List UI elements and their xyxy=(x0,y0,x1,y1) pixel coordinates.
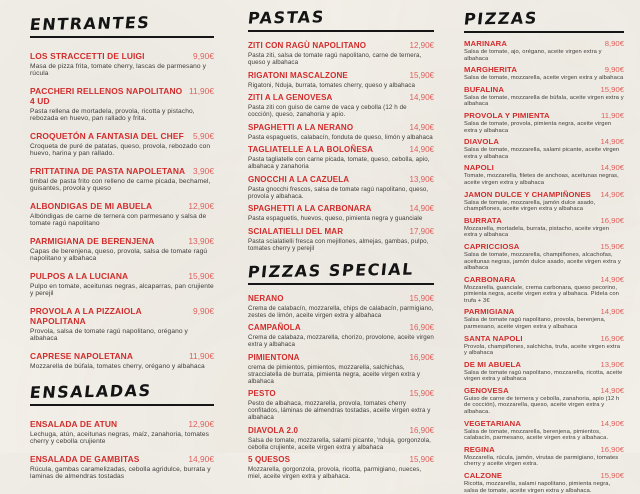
item-description: Pasta ziti, salsa de tomate ragú napolitano, carne de ternera, queso y albahaca xyxy=(248,52,422,66)
item-header-row xyxy=(464,275,624,284)
item-name: SPAGHETTI A LA NERANO xyxy=(248,122,354,132)
item-price: 3,90€ xyxy=(193,166,214,176)
item-description: Lechuga, atún, aceitunas negras, maíz, zanahoria, tomates cherry y cebolla crujiente xyxy=(30,430,210,445)
item-description: Pesto de albahaca, mozzarella, provola, tomates cherry confitados, láminas de almendras tostadas, aceite virgen extra y albahaca xyxy=(248,400,431,421)
item-description: Crema de calabaza, mozzarella, chorizo, provolone, aceite virgen extra y albahaca xyxy=(248,334,434,348)
item-price: 15,90€ xyxy=(600,242,624,251)
item-header-row xyxy=(30,201,214,211)
item-name: PACCHERI RELLENOS NAPOLITANO 4 UD xyxy=(30,86,183,106)
item-header-row xyxy=(248,426,434,436)
item-description: Mozzarella de búfala, tomates cherry, orégano y albahaca xyxy=(30,362,205,370)
menu-item-ziti-a-la-genovesa xyxy=(248,93,434,118)
item-header-row xyxy=(464,307,624,316)
item-description: timbal de pasta frito con relleno de carne picada, bechamel, guisantes, provola y queso xyxy=(30,177,211,192)
item-header-row xyxy=(30,454,214,464)
item-name: CARBONARA xyxy=(464,274,516,284)
item-header-row xyxy=(30,236,214,246)
item-price: 16,90€ xyxy=(409,425,434,435)
menu-item-margherita xyxy=(464,65,624,82)
item-price: 14,90€ xyxy=(188,454,214,464)
item-header-row xyxy=(248,204,434,214)
menu-item-ensalada-de-gambitas xyxy=(30,454,214,481)
item-name: PROVOLA Y PIMIENTA xyxy=(464,111,550,121)
item-description: Salsa de tomate, mozzarella, aceite virgen extra y albahaca xyxy=(464,75,624,82)
menu-item-diavola-2-0 xyxy=(248,426,434,451)
item-header-row xyxy=(464,39,624,48)
item-price: 14,90€ xyxy=(600,385,624,395)
item-header-row xyxy=(464,419,624,428)
item-price: 14,90€ xyxy=(600,163,624,173)
item-description: Pasta rellena de mortadela, provola, ricotta y pistacho, rebozada en huevo, pan rallado y frita. xyxy=(30,107,195,122)
item-header-row xyxy=(248,41,434,51)
item-description: Pasta gnocchi frescos, salsa de tomate ragú napolitano, queso, provola y albahaca. xyxy=(248,185,429,200)
menu-column-left xyxy=(0,0,228,480)
item-name: GNOCCHI A LA CAZUELA xyxy=(248,174,350,184)
section-title xyxy=(248,8,434,32)
item-price: 5,90€ xyxy=(193,131,214,141)
item-name: CALZONE xyxy=(464,471,503,480)
item-description: Guiso de carne de ternera y cebolla, zanahoria, apio (12 h de cocción), mozzarella, queso, aceite virgen extra y albahaca. xyxy=(464,395,620,415)
menu-item-paccheri-rellenos-napolitano-4-ud xyxy=(30,86,214,123)
item-name: SCIALATIELLI DEL MAR xyxy=(248,226,344,236)
item-header-row xyxy=(30,271,214,281)
item-name: VEGETARIANA xyxy=(464,418,522,428)
item-header-row xyxy=(464,334,624,343)
item-header-row xyxy=(464,360,624,369)
item-price: 14,90€ xyxy=(409,122,434,132)
item-name: SPAGHETTI A LA CARBONARA xyxy=(248,204,372,213)
item-header-row xyxy=(30,419,214,429)
menu-item-albondigas-de-mi-abuela xyxy=(30,201,214,228)
item-description: Pasta espaguetis, huevos, queso, pimienta negra y guanciale xyxy=(248,215,423,222)
item-name: PIMIENTONA xyxy=(248,352,300,362)
menu-item-parmigiana xyxy=(464,307,624,330)
menu-item-pulpos-a-la-luciana xyxy=(30,271,214,298)
item-header-row xyxy=(248,145,434,155)
menu-item-nerano xyxy=(248,294,434,319)
item-description: Pulpo en tomate, aceitunas negras, alcaparras, pan crujiente y perejil xyxy=(30,282,214,297)
item-name: ENSALADA DE ATUN xyxy=(30,419,118,429)
item-name: PROVOLA A LA PIZZAIOLA NAPOLITANA xyxy=(30,306,142,326)
item-header-row xyxy=(30,86,214,106)
item-description: Crema de calabacín, mozzarella, chips de calabacín, parmigiano, zestes de limón, aceite virgen extra y albahaca xyxy=(248,304,434,319)
menu-item-los-straccetti-de-luigi xyxy=(30,51,214,78)
item-name: DIAVOLA 2.0 xyxy=(248,425,299,435)
menu-item-vegetariana xyxy=(464,419,624,442)
item-description: Pasta ziti con guiso de carne de vaca y cebolla (12 h de cocción), queso, zanahoria y apio. xyxy=(248,104,407,118)
item-price: 13,90€ xyxy=(409,174,434,184)
item-header-row xyxy=(464,216,624,225)
menu-item-diavola xyxy=(464,137,624,160)
item-name: CROQUETÓN A FANTASIA DEL CHEF xyxy=(30,131,184,141)
item-price: 14,90€ xyxy=(409,145,434,154)
item-price: 14,90€ xyxy=(409,93,434,102)
item-description: Salsa de tomate, mozzarella, salami picante, aceite virgen extra y albahaca xyxy=(464,147,620,160)
item-header-row xyxy=(464,137,624,146)
item-name: PESTO xyxy=(248,389,276,398)
item-description: Salsa de tomate, mozzarella, jamón dulce asado, champiñones, aceite virgen extra y albahaca xyxy=(464,199,596,213)
item-price: 17,90€ xyxy=(409,226,434,236)
menu-item-frittatina-de-pasta-napoletana xyxy=(30,166,214,193)
item-price: 16,90€ xyxy=(600,333,624,343)
item-name: ENSALADA DE GAMBITAS xyxy=(30,454,140,464)
item-description: Salsa de tomate, mozzarella, berenjena, pimientos, calabacín, parmesano, aceite virgen extra y albahaca. xyxy=(464,428,609,442)
item-price: 14,90€ xyxy=(600,189,624,199)
menu-item-santa-napoli xyxy=(464,334,624,357)
item-description: Tomate, mozzarella, filetes de anchoas, aceitunas negras, aceite virgen extra y albahaca xyxy=(464,173,619,186)
menu-item-regina xyxy=(464,445,624,468)
item-header-row xyxy=(248,455,434,465)
item-header-row xyxy=(464,65,624,74)
item-header-row xyxy=(30,351,214,361)
item-description: crema de pimientos, pimientos, mozzarella, salchichas, stracciatella de burrata, pimienta negra, aceite virgen extra y albahaca xyxy=(248,363,421,385)
item-price: 15,90€ xyxy=(409,455,434,464)
item-description: Pasta tagliatelle con carne picada, tomate, queso, cebolla, apio, albahaca y zanahoria xyxy=(248,156,430,170)
item-name: REGINA xyxy=(464,444,495,454)
menu-column-middle xyxy=(228,0,446,480)
item-header-row xyxy=(464,190,624,199)
item-price: 9,90€ xyxy=(193,51,214,61)
item-description: Salsa de tomate, ajo, orégano, aceite virgen extra y albahaca xyxy=(464,49,602,62)
menu-item-napoli xyxy=(464,163,624,186)
item-description: Rúcula, gambas caramelizadas, cebolla agridulce, burrata y laminas de almendras tostadas xyxy=(30,465,211,480)
menu-item-de-mi-abuela xyxy=(464,360,624,383)
menu-item-campa-ola xyxy=(248,323,434,348)
item-header-row xyxy=(30,306,214,326)
menu-item-bufalina xyxy=(464,85,624,108)
item-price: 16,90€ xyxy=(409,323,434,332)
item-price: 15,90€ xyxy=(600,84,624,94)
item-price: 15,90€ xyxy=(409,293,434,303)
item-price: 11,90€ xyxy=(189,351,214,361)
item-price: 11,90€ xyxy=(601,111,624,121)
item-price: 14,90€ xyxy=(600,418,624,428)
section-pastas xyxy=(248,8,434,252)
item-header-row xyxy=(248,323,434,333)
item-name: MARGHERITA xyxy=(464,65,518,75)
menu-item-parmigiana-de-berenjena xyxy=(30,236,214,263)
item-price: 11,90€ xyxy=(189,86,214,96)
item-price: 16,90€ xyxy=(600,444,624,454)
item-name: TAGLIATELLE A LA BOLOÑESA xyxy=(248,145,374,154)
item-name: CAPRESE NAPOLETANA xyxy=(30,351,134,361)
item-header-row xyxy=(464,111,624,120)
item-name: NERANO xyxy=(248,293,284,303)
item-name: DIAVOLA xyxy=(464,137,500,147)
item-header-row xyxy=(464,471,624,480)
item-price: 15,90€ xyxy=(188,271,214,281)
item-price: 14,90€ xyxy=(409,204,434,213)
item-description: Salsa de tomate, mozzarella de búfala, aceite virgen extra y albahaca xyxy=(464,94,624,108)
menu-item-pesto xyxy=(248,389,434,421)
item-price: 14,90€ xyxy=(600,137,624,147)
menu-item-ensalada-de-atun xyxy=(30,419,214,446)
item-price: 15,90€ xyxy=(600,471,624,480)
item-header-row xyxy=(464,386,624,395)
menu-item-calzone xyxy=(464,471,624,494)
menu-item-rigatoni-mascalzone xyxy=(248,71,434,89)
item-header-row xyxy=(248,71,434,81)
item-price: 12,90€ xyxy=(409,41,434,50)
item-header-row xyxy=(248,353,434,363)
item-description: Pasta scialatielli fresca con mejillones, almejas, gambas, pulpo, tomates cherry y perejil xyxy=(248,237,429,252)
item-header-row xyxy=(248,123,434,133)
item-name: PULPOS A LA LUCIANA xyxy=(30,271,129,281)
item-description: Provola, salsa de tomate ragú napolitano, orégano y albahaca xyxy=(30,327,188,342)
item-name: SANTA NAPOLI xyxy=(464,333,523,343)
item-name: JAMON DULCE Y CHAMPIÑONES xyxy=(464,189,591,199)
item-header-row xyxy=(464,85,624,94)
menu-item-spaghetti-a-la-carbonara xyxy=(248,204,434,222)
item-name: GENOVESA xyxy=(464,385,509,395)
item-description: Salsa de tomate, provola, pimienta negra, aceite virgen extra y albahaca xyxy=(464,121,612,134)
item-description: Albóndigas de carne de ternera con parmesano y salsa de tomate ragú napolitano xyxy=(30,212,207,227)
item-price: 14,90€ xyxy=(600,274,624,284)
item-header-row xyxy=(248,294,434,304)
item-description: Salsa de tomate ragú napolitano, mozzarella, ricotta, aceite virgen extra y albahaca xyxy=(464,369,623,383)
item-description: Mozzarella, mortadela, burrata, pistacho, aceite virgen extra y albahaca xyxy=(464,225,610,239)
menu-item-provola-y-pimienta xyxy=(464,111,624,134)
item-name: DE MI ABUELA xyxy=(464,359,522,369)
item-description: Rigatoni, Nduja, burrata, tomates cherry, queso y albahaca xyxy=(248,81,415,89)
item-description: Pasta espaguetis, calabacín, fonduta de queso, limón y albahaca xyxy=(248,133,433,141)
item-name: MARINARA xyxy=(464,39,508,48)
section-title xyxy=(30,382,214,406)
section-title-text: PASTAS xyxy=(246,7,326,28)
menu-item-croquet-n-a-fantasia-del-chef xyxy=(30,131,214,158)
item-price: 9,90€ xyxy=(604,65,624,75)
item-name: CAMPAÑOLA xyxy=(248,323,301,332)
item-price: 12,90€ xyxy=(188,419,214,429)
menu-column-right xyxy=(446,0,640,494)
menu-item-provola-a-la-pizzaiola-napolitana xyxy=(30,306,214,343)
item-name: 5 QUESOS xyxy=(248,455,291,464)
item-name: PARMIGIANA xyxy=(464,307,515,317)
item-price: 13,90€ xyxy=(188,236,214,246)
item-description: Salsa de tomate ragú napolitano, provola, berenjena, parmesano, aceite virgen extra y albahaca xyxy=(464,317,606,330)
menu-item-capricciosa xyxy=(464,242,624,272)
menu-item-caprese-napoletana xyxy=(30,351,214,370)
section-title-text: ENSALADAS xyxy=(28,380,153,403)
item-name: CAPRICCIOSA xyxy=(464,242,520,251)
section-pizzas xyxy=(464,9,624,494)
section-title-text: ENTRANTES xyxy=(28,12,152,35)
section-pizzas-special xyxy=(248,261,434,481)
section-entrantes xyxy=(30,14,214,370)
item-header-row xyxy=(30,131,214,141)
section-title-text: PIZZAS xyxy=(462,8,539,29)
menu-item-scialatielli-del-mar xyxy=(248,227,434,252)
item-description: Ricotta, mozzarella, salami napolitano, pimienta negra, salsa de tomate, aceite virgen extra y albahaca. xyxy=(464,481,611,494)
item-name: RIGATONI MASCALZONE xyxy=(248,70,348,80)
section-title xyxy=(464,9,624,33)
item-header-row xyxy=(248,175,434,185)
item-description: Capas de berenjena, queso, provola, salsa de tomate ragú napolitano y albahaca xyxy=(30,247,208,262)
section-title xyxy=(30,14,214,38)
item-header-row xyxy=(464,242,624,251)
item-header-row xyxy=(464,445,624,454)
item-description: Mozzarella, gorgonzola, provola, ricotta, parmigiano, nueces, miel, aceite virgen extra y albahaca. xyxy=(248,466,422,480)
item-header-row xyxy=(248,93,434,103)
item-price: 15,90€ xyxy=(409,70,434,80)
item-name: PARMIGIANA DE BERENJENA xyxy=(30,236,155,246)
item-name: ZITI A LA GENOVESA xyxy=(248,93,333,102)
menu-item-marinara xyxy=(464,39,624,62)
item-price: 12,90€ xyxy=(188,201,214,211)
menu-item-carbonara xyxy=(464,275,624,305)
item-header-row xyxy=(464,163,624,172)
item-description: Mozzarella, guanciale, crema carbonara, queso pecorino, pimienta negra, aceite virgen extra y albahaca. Pídela con trufa + 3€ xyxy=(464,284,619,304)
section-ensaladas xyxy=(30,382,214,481)
item-header-row xyxy=(30,51,214,61)
menu-item-ziti-con-rag-napolitano xyxy=(248,41,434,66)
menu-item-jamon-dulce-y-champi-ones xyxy=(464,190,624,213)
item-name: FRITTATINA DE PASTA NAPOLETANA xyxy=(30,166,186,176)
menu-item-5-quesos xyxy=(248,455,434,480)
menu-item-pimientona xyxy=(248,353,434,385)
item-header-row xyxy=(30,166,214,176)
item-name: LOS STRACCETTI DE LUIGI xyxy=(30,51,145,61)
menu-item-burrata xyxy=(464,216,624,239)
item-price: 8,90€ xyxy=(604,39,624,48)
item-description: Masa de pizza frita, tomate cherry, lascas de parmesano y rúcula xyxy=(30,62,206,77)
item-name: ZITI CON RAGÙ NAPOLITANO xyxy=(248,41,367,50)
item-name: ALBONDIGAS DE MI ABUELA xyxy=(30,201,153,211)
item-price: 16,90€ xyxy=(409,352,434,362)
item-name: BUFALINA xyxy=(464,84,505,94)
menu-item-gnocchi-a-la-cazuela xyxy=(248,175,434,200)
item-name: NAPOLI xyxy=(464,163,494,173)
item-price: 13,90€ xyxy=(600,359,624,369)
section-title xyxy=(248,261,434,285)
item-header-row xyxy=(248,389,434,399)
item-price: 15,90€ xyxy=(409,389,434,398)
menu-item-tagliatelle-a-la-bolo-esa xyxy=(248,145,434,170)
item-description: Salsa de tomate, mozzarella, champiñones, alcachofas, aceitunas negras, jamón dulce asado, aceite virgen extra y albahaca xyxy=(464,252,621,271)
item-description: Provola, champiñones, salchicha, trufa, aceite virgen extra y albahaca xyxy=(464,343,621,357)
item-name: BURRATA xyxy=(464,215,502,225)
item-header-row xyxy=(248,227,434,237)
section-title-text: PIZZAS SPECIAL xyxy=(246,259,415,281)
item-price: 16,90€ xyxy=(600,215,624,225)
item-price: 9,90€ xyxy=(193,306,214,316)
menu-item-spaghetti-a-la-nerano xyxy=(248,123,434,141)
item-description: Salsa de tomate, mozzarella, salami picante, 'nduja, gorgonzola, cebolla crujiente, aceite virgen extra y albahaca xyxy=(248,436,431,451)
item-description: Croqueta de puré de patatas, queso, provola, rebozado con huevo, harina y pan rallado. xyxy=(30,142,211,157)
item-price: 14,90€ xyxy=(600,307,624,317)
menu-item-genovesa xyxy=(464,386,624,416)
item-description: Mozzarella, rúcula, jamón, virutas de parmigiano, tomates cherry y aceite virgen extra. xyxy=(464,454,619,468)
